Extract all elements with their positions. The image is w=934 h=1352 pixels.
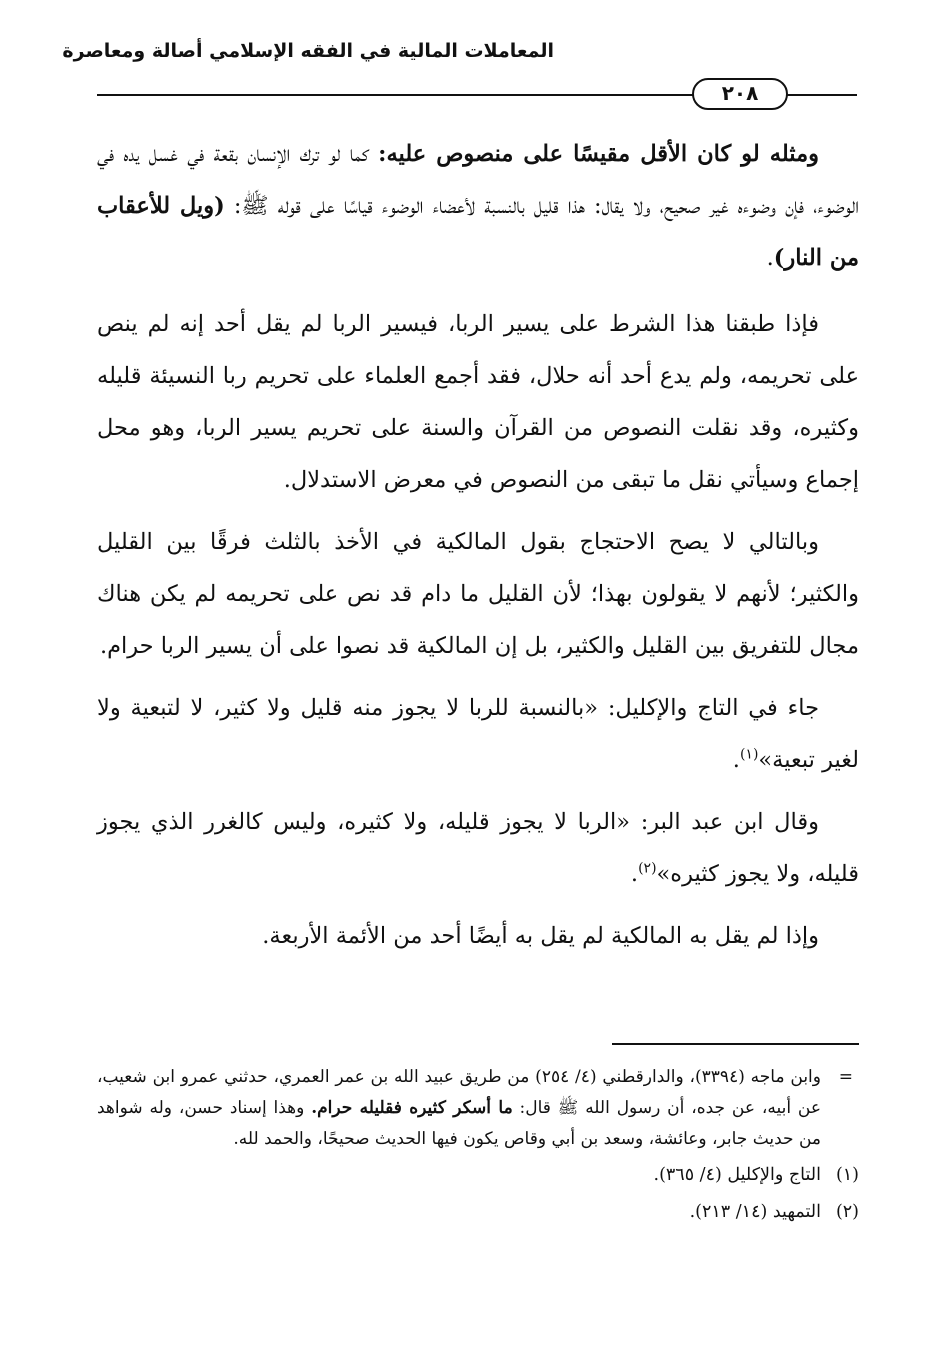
running-title: المعاملات المالية في الفقه الإسلامي أصالة ومعاصرة: [62, 40, 554, 62]
footnote-rule: [612, 1043, 859, 1045]
footnote-1-number: (١): [835, 1165, 859, 1185]
footnote-hadith: ما أسكر كثيره فقليله حرام.: [311, 1098, 513, 1118]
paragraph-2: فإذا طبقنا هذا الشرط على يسير الربا، فيسير الربا لم يقل أحد إنه لم ينص على تحريمه، ولم يدع أحد أنه حلال، فقد أجمع العلماء على تحريم ربا النسيئة قليله وكثيره، وقد نقلت النصوص من القرآن والسنة على تحريم يسير الربا، وهو محل إجماع وسيأتي نقل ما تبقى من النصوص في معرض الاستدلال.: [97, 311, 859, 493]
footnote-1: [97, 1159, 859, 1192]
page-number: ٢٠٨: [692, 78, 788, 110]
paragraph-1-lead: ومثله لو كان الأقل مقيسًا على منصوص عليه:: [378, 141, 819, 167]
footnote-2: [97, 1196, 859, 1229]
paragraph-4-end: .: [732, 747, 740, 773]
paragraph-1: [97, 128, 859, 284]
footnote-continuation-rest: وهذا إسناد حسن، وله شواهد من حديث جابر، وعائشة، وسعد بن أبي وقاص يكون فيها الحديث صحيحًا، والحمد لله.: [97, 1098, 821, 1149]
paragraph-3: وبالتالي لا يصح الاحتجاج بقول المالكية في الأخذ بالثلث فرقًا بين القليل والكثير؛ لأنهم لا يقولون بهذا؛ لأن القليل ما دام قد نص على تحريمه لم يكن هناك مجال للتفريق بين القليل والكثير، بل إن المالكية قد نصوا على أن يسير الربا حرام.: [97, 529, 859, 659]
paragraph-4: [97, 682, 859, 786]
paragraph-6: وإذا لم يقل به المالكية لم يقل به أيضًا أحد من الأئمة الأربعة.: [262, 923, 819, 949]
paragraph-1-end: .: [766, 245, 774, 271]
footnote-ref-1[interactable]: (١): [739, 746, 759, 763]
paragraph-5: [97, 796, 859, 900]
footnote-continuation: [97, 1062, 859, 1155]
body-text: [97, 128, 859, 972]
footnote-ref-2[interactable]: (٢): [638, 860, 657, 877]
footnote-1-text: التاج والإكليل (٤/ ٣٦٥).: [653, 1165, 821, 1185]
paragraph-4-text: جاء في التاج والإكليل: «بالنسبة للربا لا يجوز منه قليل ولا كثير، لا لتبعية ولا لغير تبعية»: [97, 695, 859, 773]
footnote-continuation-text: وابن ماجه (٣٣٩٤)، والدارقطني (٤/ ٢٥٤) من طريق عبيد الله بن عمر العمري، حدثني عمرو ابن شعيب، عن أبيه، عن جده، أن رسول الله ﷺ قال:: [97, 1067, 821, 1118]
footnote-2-text: التمهيد (١٤/ ٢١٣).: [689, 1202, 821, 1222]
paragraph-1-text: كما لو ترك الإنسان بقعة في غسل يده في الوضوء، فإن وضوءه غير صحيح، ولا يقال: هذا قليل بالنسبة لأعضاء الوضوء قياسًا على قوله ﷺ:: [97, 141, 859, 219]
footnote-2-number: (٢): [835, 1202, 859, 1222]
paragraph-5-end: .: [630, 861, 639, 887]
hadith-quote: (ويل للأعقاب من النار): [97, 193, 859, 271]
continuation-marker: =: [838, 1067, 853, 1087]
footnotes: [97, 1062, 859, 1229]
paragraph-5-text: وقال ابن عبد البر: «الربا لا يجوز قليله، ولا كثيره، وليس كالغرر الذي يجوز قليله، ولا يجوز كثيره»: [97, 809, 859, 887]
